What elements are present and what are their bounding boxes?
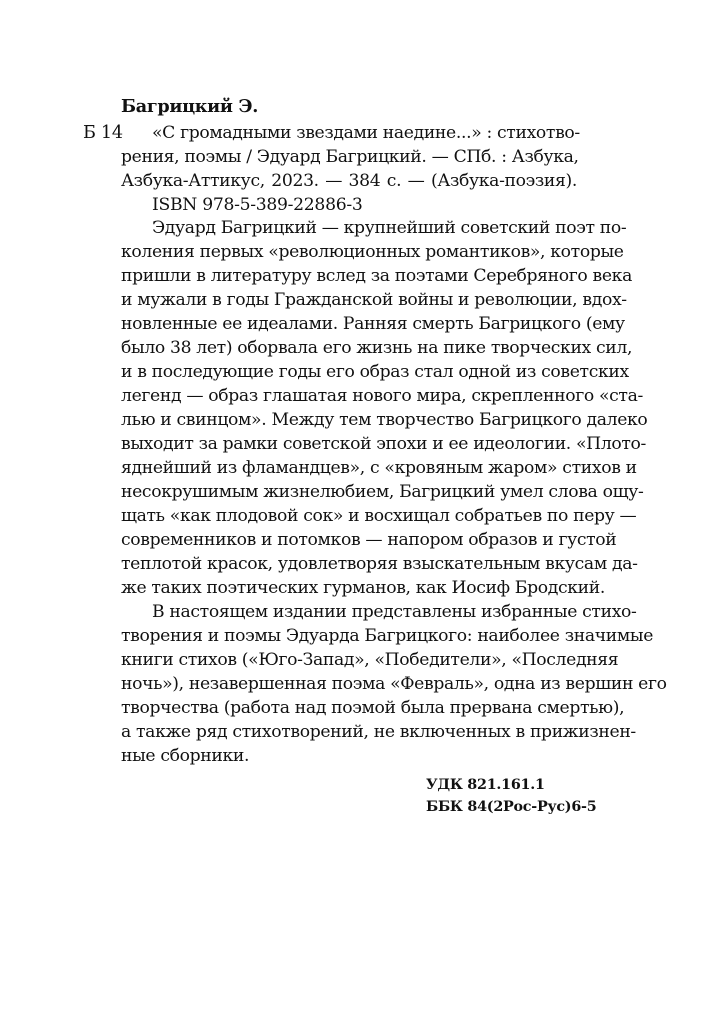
- annotation-line: щать «как плодовой сок» и восхищал собратьев по перу —: [121, 506, 637, 526]
- annotation-line: новленные ее идеалами. Ранняя смерть Багрицкого (ему: [121, 314, 625, 334]
- annotation-line: а также ряд стихотворений, не включенных в прижизнен-: [121, 722, 636, 742]
- annotation-line: же таких поэтических гурманов, как Иосиф Бродский.: [121, 578, 605, 598]
- annotation-line: и в последующие годы его образ стал одной из советских: [121, 362, 629, 382]
- annotation-line: книги стихов («Юго-Запад», «Победители», «Последняя: [121, 650, 619, 670]
- author-code: Б 14: [83, 123, 123, 143]
- isbn: ISBN 978-5-389-22886-3: [152, 195, 363, 215]
- annotation-line: творения и поэмы Эдуарда Багрицкого: наиболее значимые: [121, 626, 654, 646]
- annotation-line: коления первых «революционных романтиков», которые: [121, 242, 624, 262]
- title-line: Азбука-Аттикус, 2023. — 384 с. — (Азбука-поэзия).: [121, 171, 577, 191]
- annotation-line: лью и свинцом». Между тем творчество Багрицкого далеко: [121, 410, 648, 430]
- annotation-line: современников и потомков — напором образов и густой: [121, 530, 617, 550]
- annotation-line: теплотой красок, удовлетворяя взыскательным вкусам да-: [121, 554, 638, 574]
- annotation-line: пришли в литературу вслед за поэтами Серебряного века: [121, 266, 632, 286]
- annotation-line: несокрушимым жизнелюбием, Багрицкий умел слова ощу-: [121, 482, 644, 502]
- udk-index: УДК 821.161.1: [426, 777, 545, 793]
- annotation-line: и мужали в годы Гражданской войны и революции, вдох-: [121, 290, 627, 310]
- title-line: рения, поэмы / Эдуард Багрицкий. — СПб. : Азбука,: [121, 147, 579, 167]
- annotation-line: было 38 лет) оборвала его жизнь на пике творческих сил,: [121, 338, 633, 358]
- author-heading: Багрицкий Э.: [121, 96, 259, 117]
- annotation-line: легенд — образ глашатая нового мира, скрепленного «ста-: [121, 386, 643, 406]
- annotation-line: ночь»), незавершенная поэма «Февраль», одна из вершин его: [121, 674, 667, 694]
- annotation-line: ные сборники.: [121, 746, 250, 766]
- annotation-line: Эдуард Багрицкий — крупнейший советский поэт по-: [152, 218, 627, 238]
- title-line: «С громадными звездами наедине...» : стихотво-: [152, 123, 580, 143]
- bbk-index: ББК 84(2Рос-Рус)6-5: [426, 799, 597, 815]
- annotation-line: В настоящем издании представлены избранные стихо-: [152, 602, 637, 622]
- annotation-line: яднейший из фламандцев», с «кровяным жаром» стихов и: [121, 458, 637, 478]
- annotation-line: творчества (работа над поэмой была прервана смертью),: [121, 698, 625, 718]
- annotation-line: выходит за рамки советской эпохи и ее идеологии. «Плото-: [121, 434, 647, 454]
